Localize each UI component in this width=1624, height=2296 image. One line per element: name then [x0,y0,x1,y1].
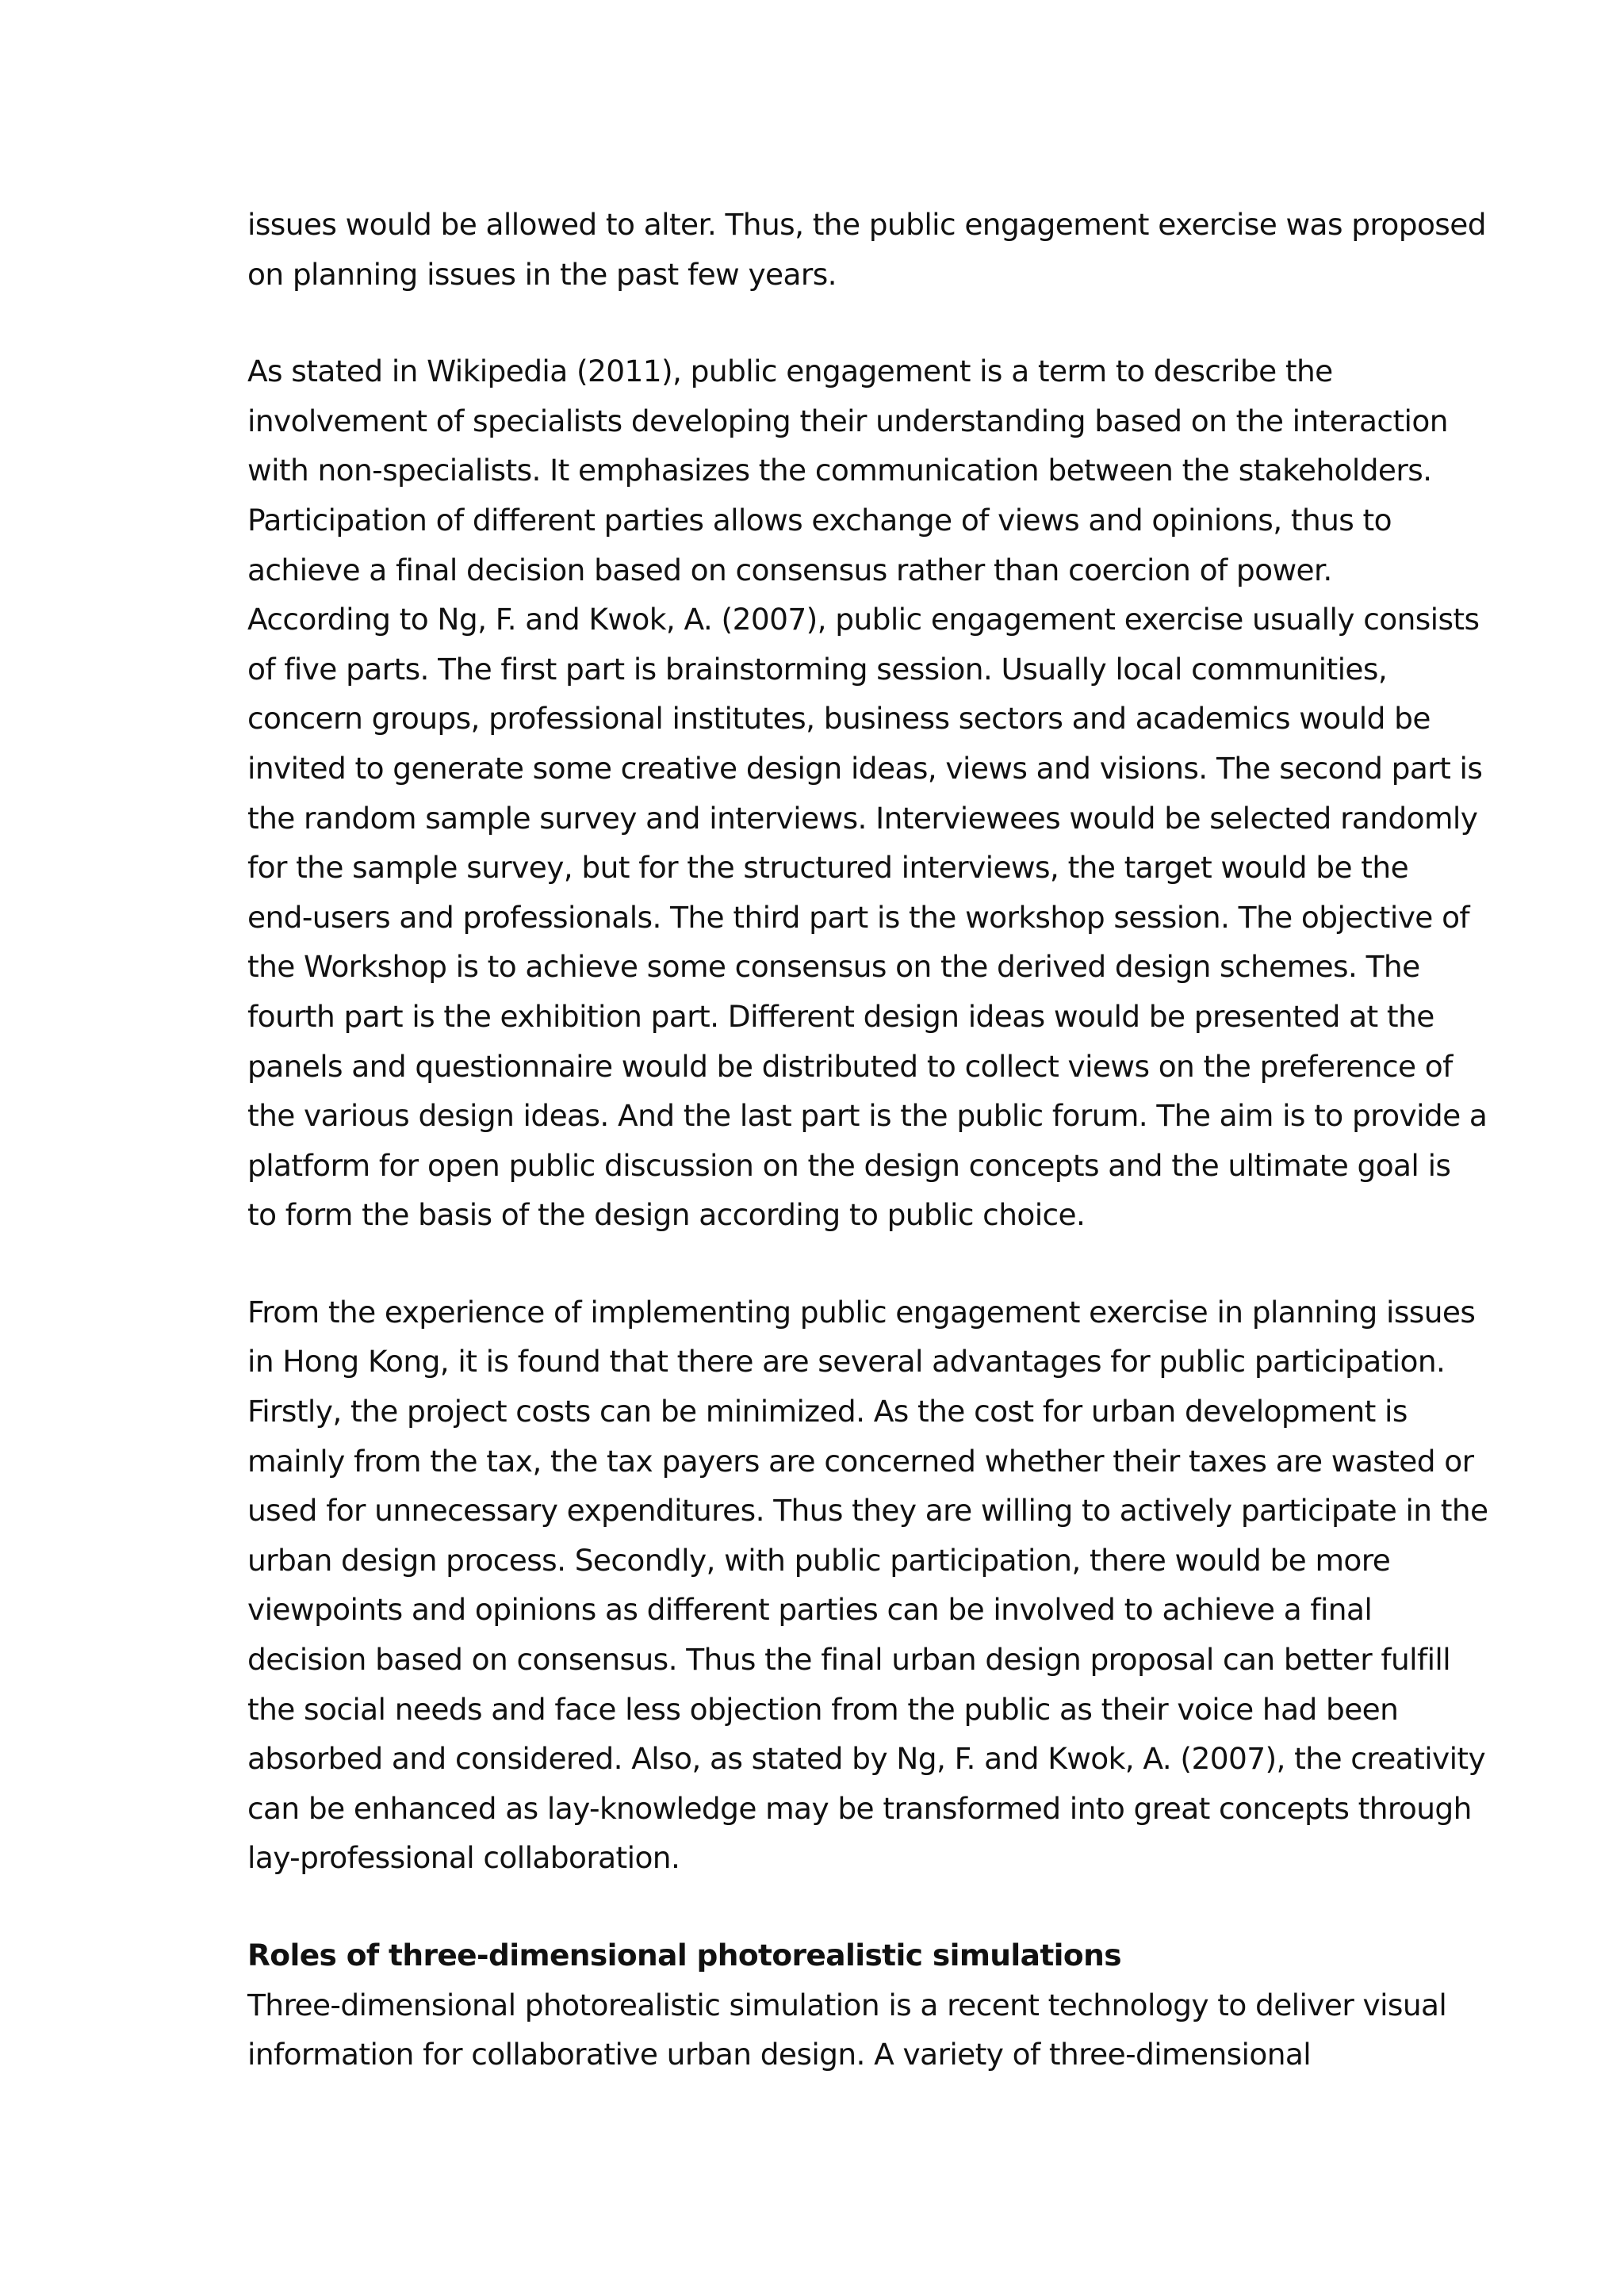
text-line: the social needs and face less objection from the public as their voice had been [247,1691,1399,1727]
text-line: the Workshop is to achieve some consensus on the derived design schemes. The [247,949,1420,985]
text-line: on planning issues in the past few years. [247,256,837,292]
text-line: viewpoints and opinions as different parties can be involved to achieve a final [247,1592,1373,1628]
text-line: issues would be allowed to alter. Thus, the public engagement exercise was proposed [247,207,1486,242]
text-line: achieve a final decision based on consensus rather than coercion of power. [247,552,1332,587]
text-line: Three-dimensional photorealistic simulation is a recent technology to deliver visual [247,1987,1447,2022]
text-line: involvement of specialists developing their understanding based on the interaction [247,403,1448,438]
text-line: Participation of different parties allows exchange of views and opinions, thus to [247,502,1392,538]
text-line: the random sample survey and interviews. Interviewees would be selected randomly [247,800,1478,836]
text-line: decision based on consensus. Thus the final urban design proposal can better fulfill [247,1642,1451,1678]
text-line: lay-professional collaboration. [247,1840,680,1876]
text-line: From the experience of implementing public engagement exercise in planning issues [247,1294,1476,1330]
text-line: of five parts. The first part is brainstorming session. Usually local communities, [247,651,1388,687]
text-line: information for collaborative urban design. A variety of three-dimensional [247,2037,1312,2072]
text-line: can be enhanced as lay-knowledge may be transformed into great concepts through [247,1790,1472,1826]
text-line: Firstly, the project costs can be minimized. As the cost for urban development is [247,1394,1408,1429]
text-line: the various design ideas. And the last part is the public forum. The aim is to provide a [247,1098,1488,1134]
text-line: with non-specialists. It emphasizes the communication between the stakeholders. [247,453,1432,488]
text-line: absorbed and considered. Also, as stated by Ng, F. and Kwok, A. (2007), the creativity [247,1741,1486,1777]
paragraph-spacer [247,1240,1389,1288]
paragraph-intro-continued [247,200,1486,299]
text-line: end-users and professionals. The third part is the workshop session. The objective of [247,899,1470,935]
text-line: concern groups, professional institutes, business sectors and academics would be [247,701,1431,737]
text-line: As stated in Wikipedia (2011), public engagement is a term to describe the [247,354,1333,389]
text-line: invited to generate some creative design ideas, views and visions. The second part is [247,750,1483,786]
section-heading: Roles of three-dimensional photorealistic simulations [247,1938,1121,1973]
text-line: urban design process. Secondly, with public participation, there would be more [247,1542,1391,1578]
paragraph-spacer [247,299,1389,346]
text-line: panels and questionnaire would be distributed to collect views on the preference of [247,1048,1453,1084]
text-line: mainly from the tax, the tax payers are concerned whether their taxes are wasted or [247,1443,1474,1479]
text-line: fourth part is the exhibition part. Different design ideas would be presented at the [247,998,1434,1034]
text-line: in Hong Kong, it is found that there are several advantages for public participation. [247,1344,1446,1380]
paragraph-spacer [247,1883,1389,1931]
text-line: to form the basis of the design according to public choice. [247,1197,1086,1233]
paragraph-public-engagement [247,346,1488,1240]
document-page [247,200,1488,2080]
text-line: platform for open public discussion on the design concepts and the ultimate goal is [247,1147,1451,1183]
text-line: for the sample survey, but for the structured interviews, the target would be the [247,850,1409,886]
text-line: used for unnecessary expenditures. Thus they are willing to actively participate in the [247,1493,1488,1529]
paragraph-advantages [247,1288,1488,1883]
text-line: According to Ng, F. and Kwok, A. (2007), public engagement exercise usually consists [247,602,1480,637]
section-roles [247,1931,1447,2080]
